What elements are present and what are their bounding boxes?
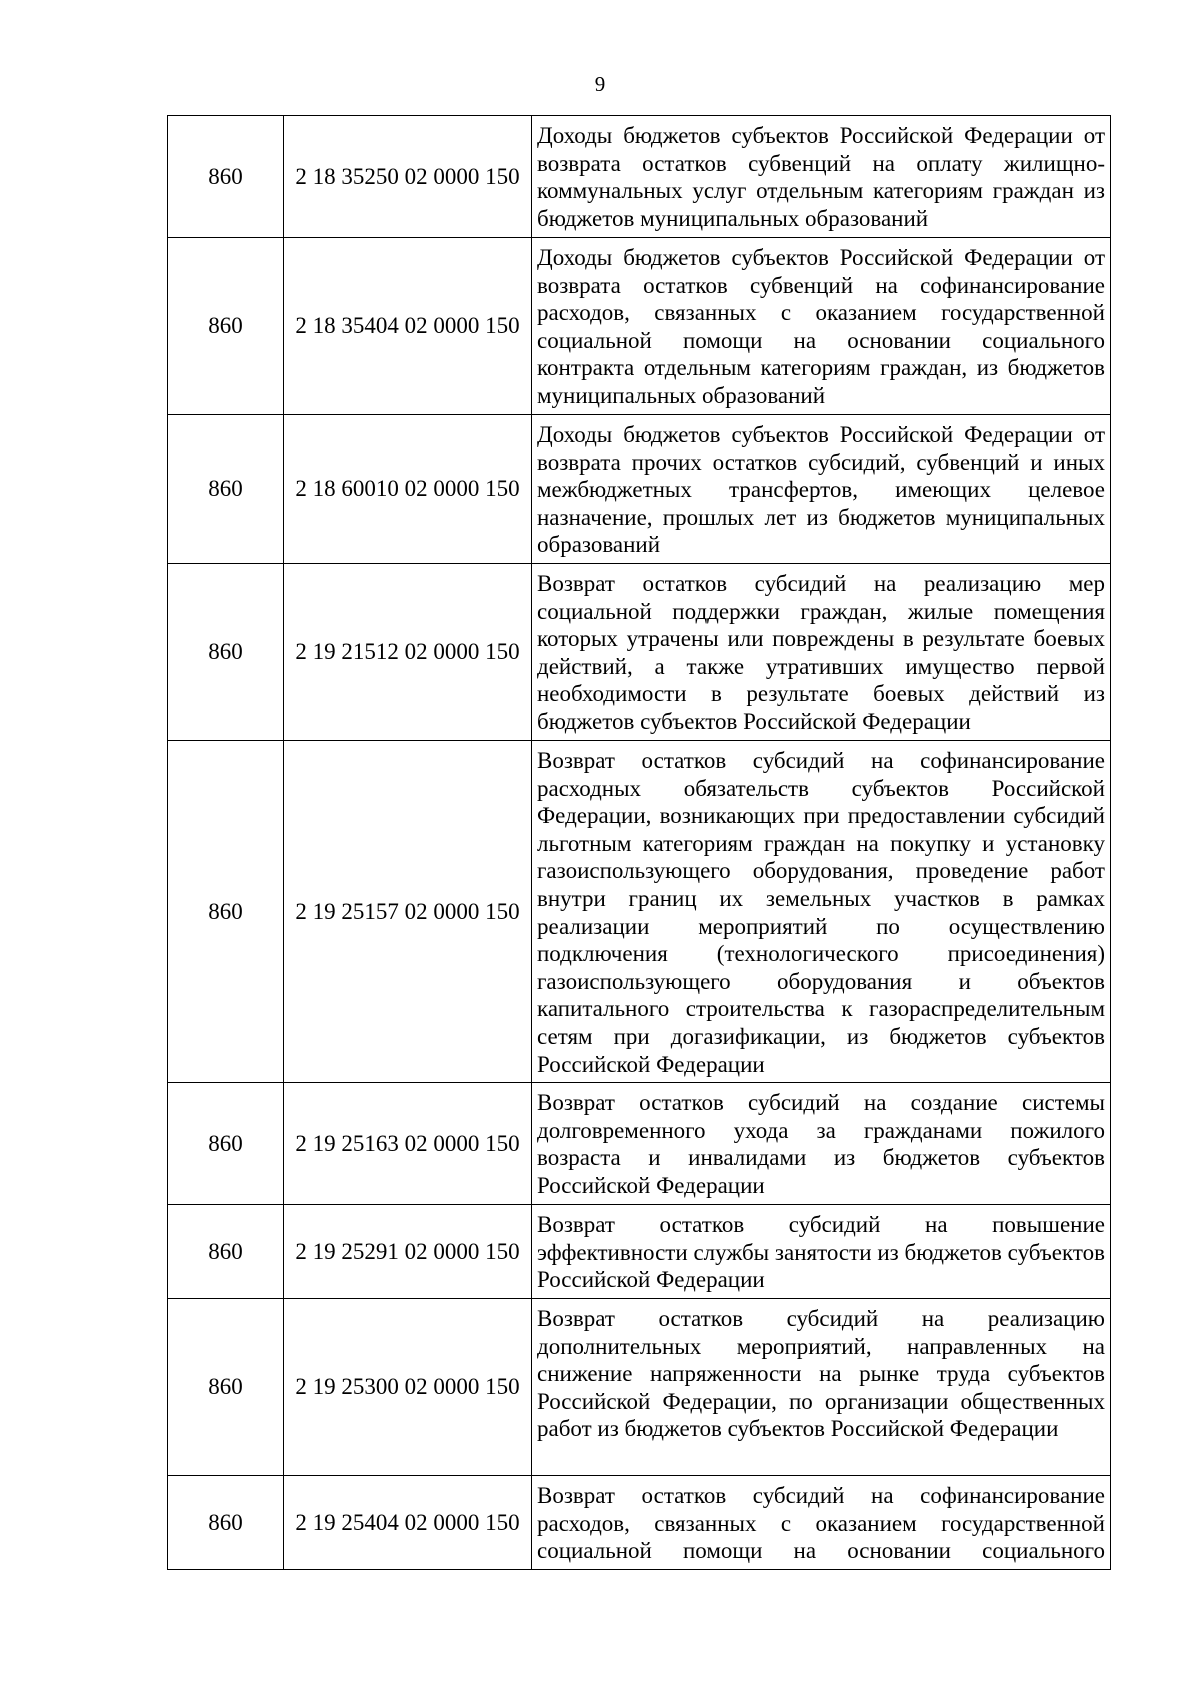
table-row	[168, 1205, 1111, 1299]
income-description-cell: Доходы бюджетов субъектов Российской Федерации от возврата прочих остатков субсидий, субвенций и иных межбюджетных трансфертов, имеющих целевое назначение, прошлых лет из бюджетов муниципальных образований	[532, 415, 1111, 564]
budget-classification-code-cell: 2 19 25404 02 0000 150	[284, 1476, 532, 1570]
admin-code-cell: 860	[168, 238, 284, 415]
table-row	[168, 741, 1111, 1083]
admin-code-cell: 860	[168, 415, 284, 564]
budget-classification-code-cell: 2 18 60010 02 0000 150	[284, 415, 532, 564]
admin-code-cell: 860	[168, 1476, 284, 1570]
budget-codes-table	[167, 115, 1111, 1570]
table-row	[168, 564, 1111, 741]
income-description-cell: Доходы бюджетов субъектов Российской Федерации от возврата остатков субвенций на софинансирование расходов, связанных с оказанием государственной социальной помощи на основании социального контракта отдельным категориям граждан, из бюджетов муниципальных образований	[532, 238, 1111, 415]
table-row	[168, 1476, 1111, 1570]
budget-classification-code-cell: 2 19 25300 02 0000 150	[284, 1299, 532, 1476]
budget-classification-code-cell: 2 19 21512 02 0000 150	[284, 564, 532, 741]
table-row	[168, 238, 1111, 415]
budget-classification-code-cell: 2 19 25157 02 0000 150	[284, 741, 532, 1083]
admin-code-cell: 860	[168, 741, 284, 1083]
page-number: 9	[594, 72, 606, 96]
income-description-cell: Возврат остатков субсидий на софинансирование расходных обязательств субъектов Российской Федерации, возникающих при предоставлении субсидий льготным категориям граждан на покупку и установку газоиспользующего оборудования, проведение работ внутри границ их земельных участков в рамках реализации мероприятий по осуществлению подключения (технологического присоединения) газоиспользующего оборудования и объектов капитального строительства к газораспределительным сетям при догазификации, из бюджетов субъектов Российской Федерации	[532, 741, 1111, 1083]
admin-code-cell: 860	[168, 1299, 284, 1476]
budget-classification-code-cell: 2 18 35404 02 0000 150	[284, 238, 532, 415]
table-row	[168, 116, 1111, 238]
table-row	[168, 415, 1111, 564]
income-description-cell: Возврат остатков субсидий на повышение эффективности службы занятости из бюджетов субъектов Российской Федерации	[532, 1205, 1111, 1299]
admin-code-cell: 860	[168, 1205, 284, 1299]
table-row	[168, 1083, 1111, 1205]
admin-code-cell: 860	[168, 116, 284, 238]
income-description-cell: Возврат остатков субсидий на реализацию мер социальной поддержки граждан, жилые помещения которых утрачены или повреждены в результате боевых действий, а также утративших имущество первой необходимости в результате боевых действий из бюджетов субъектов Российской Федерации	[532, 564, 1111, 741]
income-description-cell: Возврат остатков субсидий на реализацию дополнительных мероприятий, направленных на снижение напряженности на рынке труда субъектов Российской Федерации, по организации общественных работ из бюджетов субъектов Российской Федерации	[532, 1299, 1111, 1476]
income-description-cell: Возврат остатков субсидий на софинансирование расходов, связанных с оказанием государственной социальной помощи на основании социального	[532, 1476, 1111, 1570]
table-row	[168, 1299, 1111, 1476]
budget-classification-code-cell: 2 19 25291 02 0000 150	[284, 1205, 532, 1299]
admin-code-cell: 860	[168, 1083, 284, 1205]
admin-code-cell: 860	[168, 564, 284, 741]
budget-classification-code-cell: 2 18 35250 02 0000 150	[284, 116, 532, 238]
income-description-cell: Возврат остатков субсидий на создание системы долговременного ухода за гражданами пожилого возраста и инвалидами из бюджетов субъектов Российской Федерации	[532, 1083, 1111, 1205]
income-description-cell: Доходы бюджетов субъектов Российской Федерации от возврата остатков субвенций на оплату жилищно-коммунальных услуг отдельным категориям граждан из бюджетов муниципальных образований	[532, 116, 1111, 238]
budget-classification-code-cell: 2 19 25163 02 0000 150	[284, 1083, 532, 1205]
